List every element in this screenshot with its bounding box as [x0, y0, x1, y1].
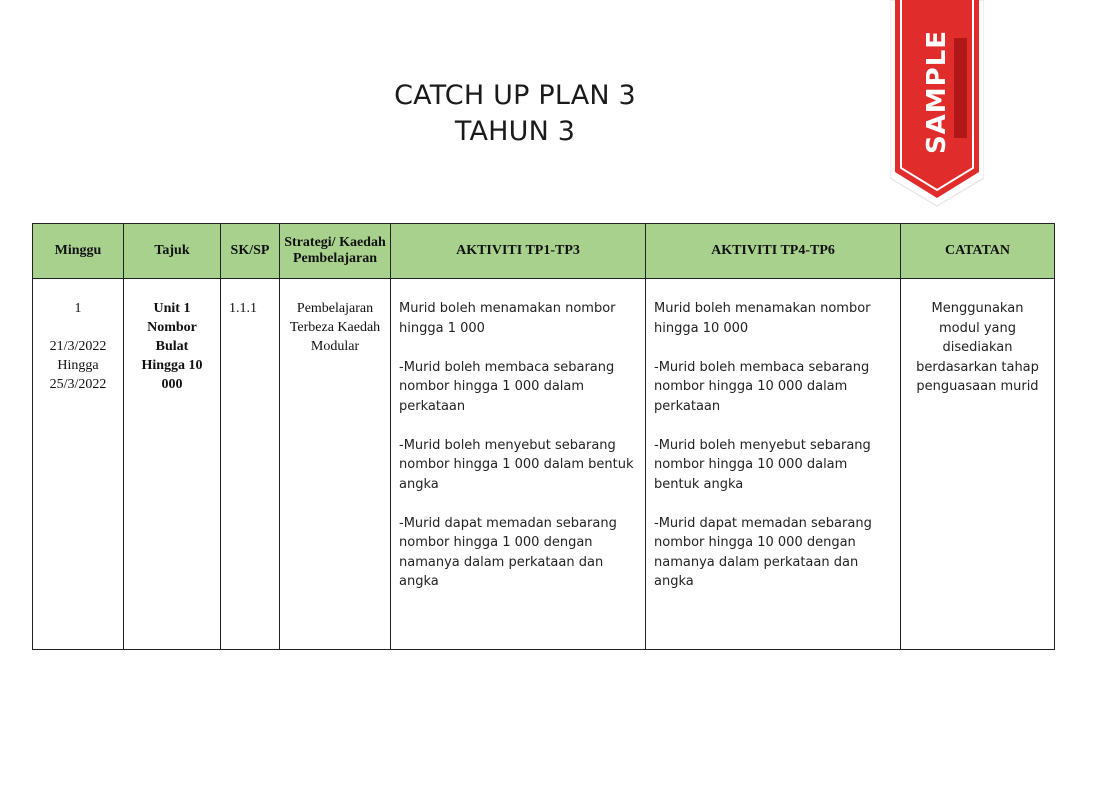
column-header-catatan: CATATAN	[901, 224, 1055, 279]
activity-item: -Murid boleh membaca sebarang nombor hingga 1 000 dalam perkataan	[399, 359, 615, 414]
column-header-strategi: Strategi/ Kaedah Pembelajaran	[280, 224, 391, 279]
activity-item: -Murid dapat memadan sebarang nombor hingga 1 000 dengan namanya dalam perkataan dan angka	[399, 515, 617, 589]
column-header-aktiviti-tp4-tp6: AKTIVITI TP4-TP6	[646, 224, 901, 279]
week-separator: Hingga	[57, 358, 99, 373]
week-number: 1	[74, 301, 82, 316]
sample-label: SAMPLE	[922, 29, 952, 155]
week-start-date: 21/3/2022	[49, 339, 107, 354]
activity-item: Murid boleh menamakan nombor hingga 10 000	[654, 301, 871, 336]
activity-item: Murid boleh menamakan nombor hingga 1 000	[399, 301, 616, 336]
table-header-row	[33, 224, 1055, 279]
sample-watermark-ribbon	[890, 0, 984, 210]
column-header-aktiviti-tp1-tp3: AKTIVITI TP1-TP3	[391, 224, 646, 279]
week-end-date: 25/3/2022	[49, 377, 107, 392]
column-header-minggu: Minggu	[33, 224, 124, 279]
activity-item: -Murid boleh membaca sebarang nombor hingga 10 000 dalam perkataan	[654, 359, 870, 414]
aktiviti-tp4-tp6-cell	[646, 279, 901, 650]
standard-code: 1.1.1	[229, 301, 257, 316]
aktiviti-tp1-tp3-cell	[391, 279, 646, 650]
minggu-cell	[33, 279, 124, 650]
column-header-tajuk: Tajuk	[124, 224, 221, 279]
topic-title: Unit 1 Nombor Bulat Hingga 10 000	[141, 301, 203, 392]
catatan-cell	[901, 279, 1055, 650]
title-line-2: TAHUN 3	[454, 116, 576, 147]
strategi-cell	[280, 279, 391, 650]
strategy-text: Pembelajaran Terbeza Kaedah Modular	[289, 301, 381, 354]
catch-up-plan-table	[32, 223, 1055, 650]
document-title	[0, 78, 1030, 150]
activity-item: -Murid dapat memadan sebarang nombor hingga 10 000 dengan namanya dalam perkataan dan angka	[654, 515, 872, 589]
notes-text: Menggunakan modul yang disediakan berdasarkan tahap penguasaan murid	[916, 301, 1039, 394]
tajuk-cell	[124, 279, 221, 650]
title-line-1: CATCH UP PLAN 3	[394, 80, 636, 111]
activity-item: -Murid boleh menyebut sebarang nombor hingga 10 000 dalam bentuk angka	[654, 437, 871, 492]
table-row	[33, 279, 1055, 650]
sksp-cell	[221, 279, 280, 650]
column-header-sksp: SK/SP	[221, 224, 280, 279]
activity-item: -Murid boleh menyebut sebarang nombor hingga 1 000 dalam bentuk angka	[399, 437, 634, 492]
